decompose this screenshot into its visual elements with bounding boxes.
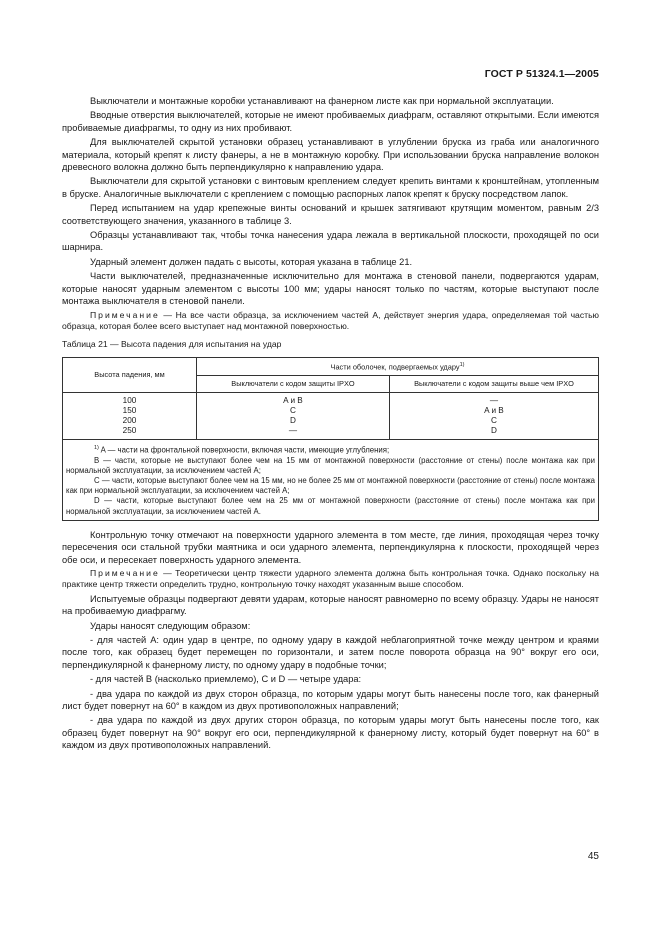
table-cell: — (288, 425, 298, 435)
table-cell: — (489, 395, 499, 405)
footnote: D — части, которые выступают более чем на 25 мм от монтажной поверхности (расстояние от стены) после монтажа как при нормальной эксплуатации, за исключением частей A. (66, 496, 595, 516)
table-cell: 100 (122, 395, 137, 405)
footnote-cell (63, 439, 599, 520)
table-footnotes (63, 439, 599, 520)
table-cell: 250 (122, 425, 137, 435)
table-cell: 200 (122, 415, 137, 425)
document-header: ГОСТ Р 51324.1—2005 (484, 68, 599, 80)
column-header-above-ipxo: Выключатели с кодом защиты выше чем IPXO (389, 375, 598, 392)
list-item: - два удара по каждой из двух других сторон образца, по которым удары могут быть нанесены после того, как образец будет повернут на 90° вокруг его оси, перпендикулярной к фанерному листу, который будет повернут на 60° в каждом из двух противоположных направлений. (62, 715, 599, 751)
column-header-parts: Части оболочек, подвергаемых удару$^{1)}$ (197, 357, 599, 375)
note (62, 310, 599, 333)
column-header-height: Высота падения, мм (63, 357, 197, 392)
paragraph: Контрольную точку отмечают на поверхности ударного элемента в том месте, где линия, проходящая через точку пересечения оси стальной трубки маятника и оси ударного элемента, перпендикулярна к плоскости, проходящей через обе оси, и пересекает поверхность ударного элемента. (62, 529, 599, 565)
paragraph: Перед испытанием на удар крепежные винты оснований и крышек затягивают крутящим моментом, равным 2/3 соответствующего значения, указанного в таблице 3. (62, 203, 599, 226)
above-ipxo-cell (389, 392, 598, 439)
footnote: $^{1)}$ A — части на фронтальной поверхности, включая части, имеющие углубления; (94, 444, 390, 455)
table-cell: C (491, 415, 497, 425)
document-body (62, 95, 599, 754)
paragraph: Испытуемые образцы подвергают девяти ударам, которые наносят равномерно по всему образцу. Удары не наносят на пробиваемую диафрагму. (62, 593, 599, 617)
drop-height-table (62, 357, 599, 521)
list-item: - для частей B (насколько приемлемо), C и D — четыре удара: (90, 674, 362, 685)
table-cell: C (290, 405, 296, 415)
list-item: - два удара по каждой из двух сторон образца, по которым удары могут быть нанесены после того, как фанерный лист будет повернут на 60° в каждом из двух противоположных направлений; (62, 688, 599, 712)
table-cell: D (290, 415, 296, 425)
table-cell: 150 (122, 405, 137, 415)
table-values (63, 392, 599, 439)
height-cell (63, 392, 197, 439)
paragraph: Выключатели и монтажные коробки устанавливают на фанерном листе как при нормальной эксплуатации. (90, 96, 554, 106)
paragraph: Образцы устанавливают так, чтобы точка нанесения удара лежала в вертикальной плоскости, проходящей по оси шарнира. (62, 230, 599, 253)
paragraph: Выключатели для скрытой установки с винтовым креплением следует крепить винтами к кронштейнам, утопленным в бруске. Аналогичные выключатели с креплением с помощью распорных лапок крепят к бруску посредством лапок. (62, 176, 599, 199)
footnote-marker: 1) (459, 361, 465, 368)
note-label: Примечание (90, 309, 160, 320)
note (62, 568, 599, 591)
table-cell: D (491, 425, 497, 435)
table-caption: Таблица 21 — Высота падения для испытания на удар (62, 339, 282, 350)
paragraph: Вводные отверстия выключателей, которые не имеют пробиваемых диафрагм, оставляют открытыми. Если имеются пробиваемые диафрагмы, то одну из них пробивают. (62, 110, 599, 133)
note-text: — На все части образца, за исключением частей A, действует энергия удара, определяемая той частью образца, которая более всего выступает над монтажной поверхностью. (62, 309, 599, 331)
paragraph: Части выключателей, предназначенные исключительно для монтажа в стеновой панели, подвергаются ударам, которые наносят ударным элементом с высоты 100 мм; удары наносят только по частям, которые выступают после монтажа выключателя в стеновой панели. (62, 271, 599, 307)
ipxo-cell (197, 392, 390, 439)
column-header-ipxo: Выключатели с кодом защиты IPXO (197, 375, 390, 392)
note-text: — Теоретически центр тяжести ударного элемента должна быть контрольная точка. Однако поскольку на практике центр тяжести определить трудно, контрольную точку находят указанным выше способом. (62, 568, 599, 590)
footnote: C — части, которые выступают более чем на 15 мм, но не более 25 мм от монтажной поверхности (расстояние от стены) после монтажа как при нормальной эксплуатации, за исключением частей A; (66, 475, 595, 496)
paragraph: Для выключателей скрытой установки образец устанавливают в углублении бруска из граба или аналогичного материала, который крепят к листу фанеры, а не в монтажную коробку. При использовании бруска направление волокон древесного волокна должно быть перпендикулярно к направлению удара. (62, 137, 599, 173)
paragraph: Ударный элемент должен падать с высоты, которая указана в таблице 21. (90, 256, 413, 267)
table-cell: A и B (484, 405, 504, 415)
note-label: Примечание (90, 568, 160, 579)
page-number: 45 (587, 851, 599, 862)
list-item: - для частей A: один удар в центре, по одному удару в каждой неблагоприятной точке между центром и краями после того, как образец будет перемещен по горизонтали, и затем после поворота образца на 90° вокруг его оси, перпендикулярной к фанерному листу, по одному удару в подобные точки; (62, 635, 599, 670)
footnote: B — части, которые не выступают более чем на 15 мм от монтажной поверхности (расстояние от стены) после монтажа как при нормальной эксплуатации, за исключением частей A; (66, 455, 595, 475)
paragraph: Удары наносят следующим образом: (90, 620, 251, 631)
table-cell: A и B (283, 395, 303, 405)
